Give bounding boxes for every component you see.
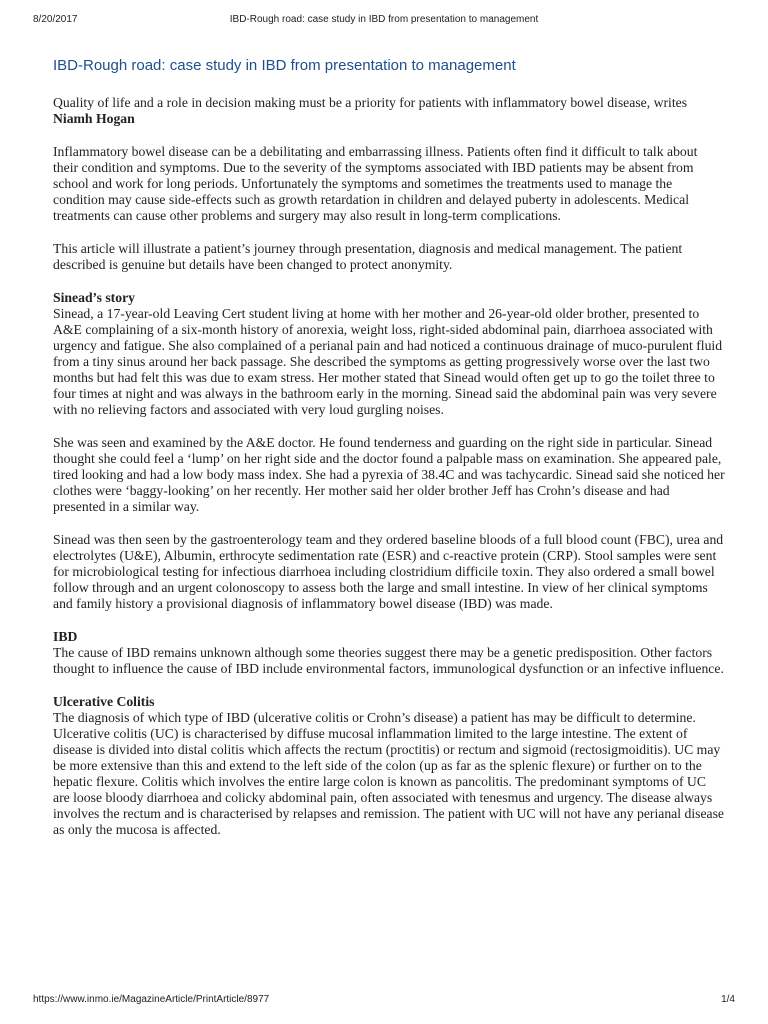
section-heading-story: Sinead’s story — [53, 290, 136, 305]
paragraph-purpose: This article will illustrate a patient’s journey through presentation, diagnosis and medical management. The patient described is genuine but details have been changed to protect anonymity. — [53, 241, 683, 272]
print-url: https://www.inmo.ie/MagazineArticle/PrintArticle/8977 — [33, 994, 270, 1005]
paragraph-story-examination: She was seen and examined by the A&E doctor. He found tenderness and guarding on the right side in particular. Sinead thought she could feel a ‘lump’ on her right side and the doctor found a palpable mass on examination. She appeared pale, tired looking and had a low body mass index. She had a pyrexia of 38.4C and was tachycardic. Sinead said she noticed her clothes were ‘baggy-looking’ on her recently. Her mother said her older brother Jeff has Crohn’s disease and had presented in a similar way. — [53, 435, 725, 514]
section-sinead-story — [53, 290, 725, 418]
section-ibd — [53, 629, 725, 677]
article-body — [53, 56, 725, 855]
section-ulcerative-colitis — [53, 694, 725, 838]
page-number: 1/4 — [721, 994, 735, 1005]
paragraph-story-investigations: Sinead was then seen by the gastroenterology team and they ordered baseline bloods of a full blood count (FBC), urea and electrolytes (U&E), Albumin, erthrocyte sedimentation rate (ESR) and c-reactive protein (CRP). Stool samples were sent for microbiological testing for infectious diarrhoea including clostridium difficile toxin. They also ordered a small bowel follow through and an urgent colonoscopy to assess both the large and small intestine. In view of her clinical symptoms and family history a provisional diagnosis of inflammatory bowel disease (IBD) was made. — [53, 532, 724, 611]
article-title: IBD-Rough road: case study in IBD from presentation to management — [53, 57, 516, 74]
paragraph-ibd: The cause of IBD remains unknown although some theories suggest there may be a genetic predisposition. Other factors thought to influence the cause of IBD include environmental factors, immunological dysfunction or an infective influence. — [53, 645, 724, 676]
section-heading-ibd: IBD — [53, 629, 78, 644]
article-intro — [53, 95, 725, 127]
print-date: 8/20/2017 — [33, 14, 78, 25]
section-heading-uc: Ulcerative Colitis — [53, 694, 155, 709]
paragraph-overview: Inflammatory bowel disease can be a debilitating and embarrassing illness. Patients often find it difficult to talk about their condition and symptoms. Due to the severity of the symptoms associated with IBD patients may be absent from school and work for long periods. Unfortunately the symptoms and sometimes the treatments used to manage the condition may cause side-effects such as growth retardation in children and delayed puberty in adolescents. Medical treatments can cause other problems and surgery may also result in long-term complications. — [53, 144, 698, 223]
print-footer — [33, 994, 735, 1008]
paragraph-uc: The diagnosis of which type of IBD (ulcerative colitis or Crohn’s disease) a patient has may be difficult to determine. Ulcerative colitis (UC) is characterised by diffuse mucosal inflammation limited to the large intestine. The extent of disease is divided into distal colitis which affects the rectum (proctitis) or rectum and sigmoid (rectosigmoiditis). UC may be more extensive than this and extend to the left side of the colon (up as far as the splenic flexure) or further on to the hepatic flexure. Colitis which involves the entire large colon is known as pancolitis. The predominant symptoms of UC are loose bloody diarrhoea and colicky abdominal pain, often associated with tenesmus and urgency. The disease always involves the rectum and is characterised by relapses and remission. The patient with UC will not have any perianal disease as only the mucosa is affected. — [53, 710, 724, 837]
print-header — [33, 14, 735, 28]
author-name: Niamh Hogan — [53, 111, 135, 126]
paragraph-story-presentation: Sinead, a 17-year-old Leaving Cert student living at home with her mother and 26-year-old older brother, presented to A&E complaining of a six-month history of anorexia, weight loss, right-sided abdominal pain, diarrhoea associated with urgency and fatigue. She also complained of a perianal pain and had noticed a continuous drainage of muco-purulent fluid from a tiny sinus around her back passage. She described the symptoms as getting progressively worse over the last two months but had felt this was due to exam stress. Her mother stated that Sinead would often get up to go the toilet three to four times at night and was always in the bathroom early in the morning. Sinead said the abdominal pain was very severe with no relieving factors and associated with very loud gurgling noises. — [53, 306, 723, 417]
print-page-title: IBD-Rough road: case study in IBD from presentation to management — [229, 14, 539, 25]
intro-text: Quality of life and a role in decision making must be a priority for patients with inflammatory bowel disease, writes — [53, 95, 688, 110]
